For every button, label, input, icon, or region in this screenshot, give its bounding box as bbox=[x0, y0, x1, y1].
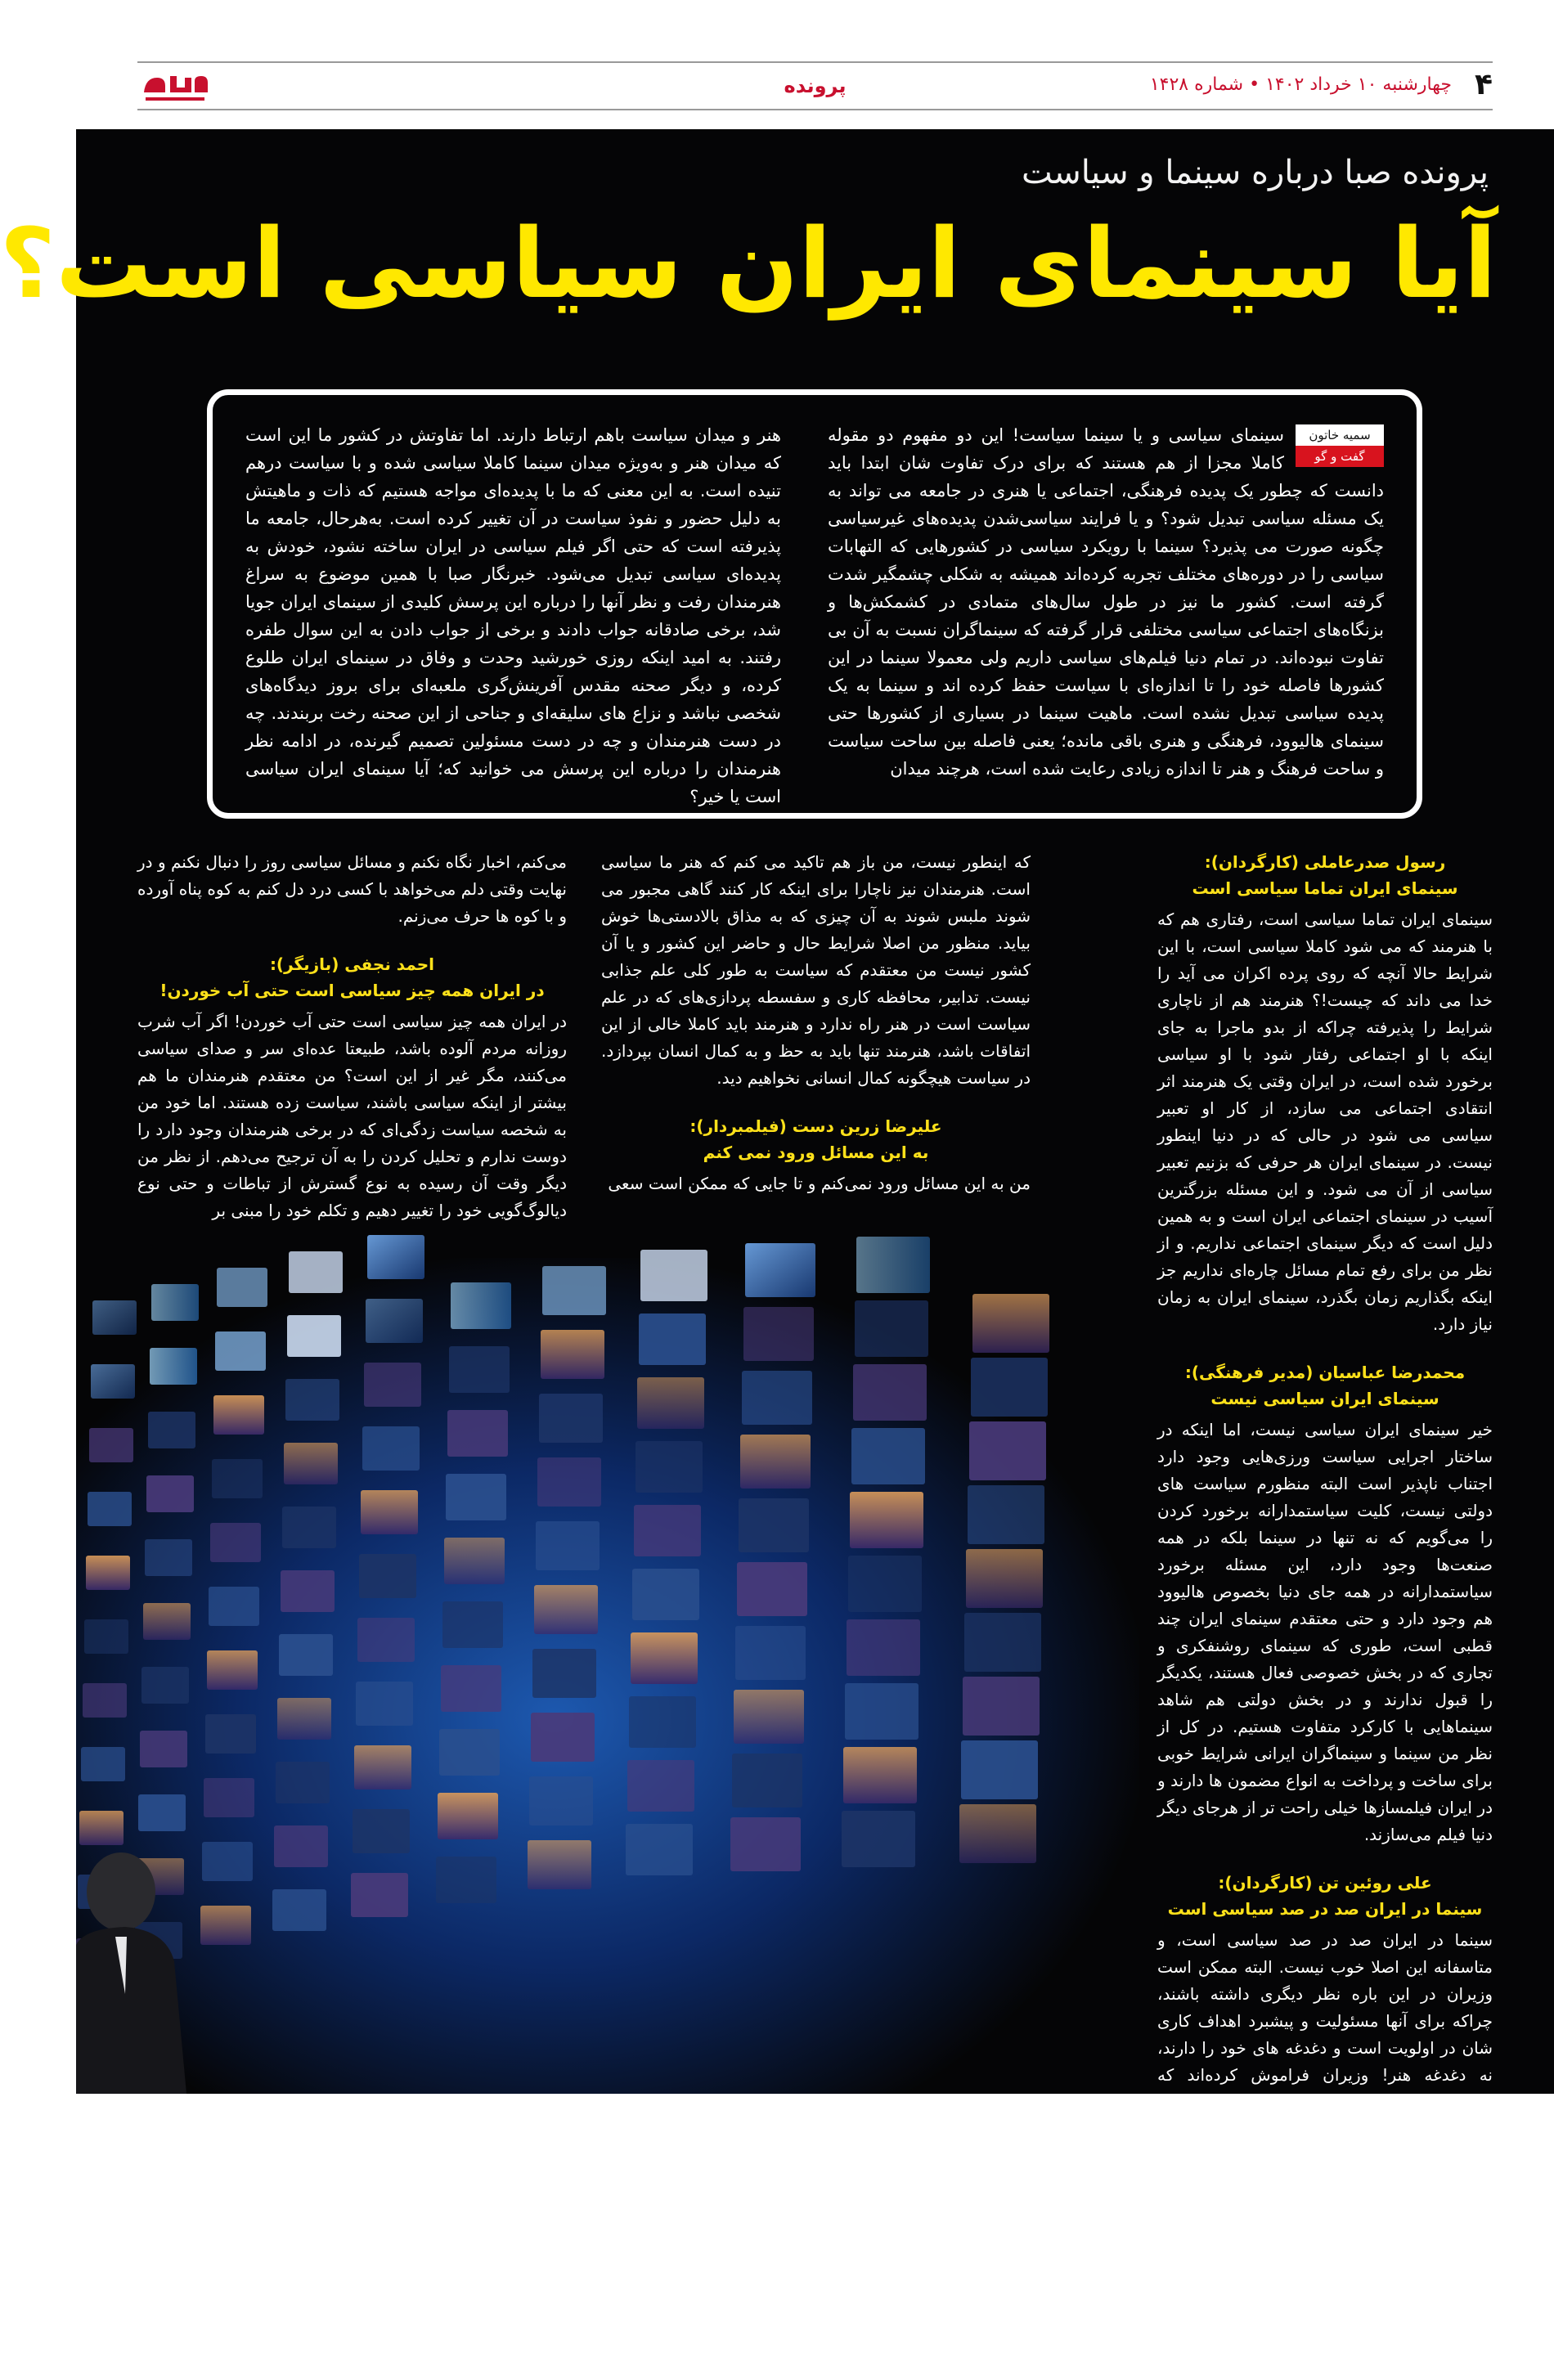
screen-tile bbox=[847, 1619, 920, 1676]
screen-tile bbox=[730, 1817, 801, 1871]
screen-tile bbox=[446, 1474, 506, 1520]
screen-tile bbox=[851, 1428, 925, 1484]
screen-tile bbox=[285, 1379, 339, 1421]
screen-tile bbox=[634, 1505, 701, 1556]
interviewee-quote-title: به این مسائل ورود نمی کنم bbox=[703, 1143, 929, 1162]
screen-tile bbox=[210, 1523, 261, 1562]
interview-block bbox=[601, 1113, 1031, 1197]
interview-block bbox=[1157, 1870, 1493, 2359]
screen-tile bbox=[92, 1300, 137, 1335]
screen-tile bbox=[148, 1412, 195, 1448]
screen-tile bbox=[213, 1395, 264, 1435]
interview-block bbox=[137, 849, 567, 930]
interviewee-name: محمدرضا عباسیان (مدیر فرهنگی): bbox=[1184, 1363, 1466, 1382]
screen-tile bbox=[444, 1538, 505, 1584]
screen-tile bbox=[629, 1696, 696, 1748]
interview-block bbox=[1157, 849, 1493, 1338]
screen-tile bbox=[541, 1330, 604, 1379]
screen-tile bbox=[636, 1441, 703, 1493]
screen-tile bbox=[745, 1243, 815, 1297]
screen-tile bbox=[842, 1811, 915, 1867]
screen-tile bbox=[81, 1747, 125, 1781]
screen-tile bbox=[971, 1358, 1048, 1417]
screen-tile bbox=[354, 1745, 411, 1789]
interviewee-quote-title: در ایران همه چیز سیاسی است حتی آب خوردن! bbox=[159, 981, 545, 1000]
article-hero bbox=[0, 129, 1554, 2355]
screen-tile bbox=[91, 1364, 135, 1399]
screen-tile bbox=[353, 1809, 410, 1853]
page-number: ۴ bbox=[1475, 68, 1493, 101]
screen-tile bbox=[853, 1364, 927, 1421]
screen-tile bbox=[972, 1294, 1049, 1353]
interviewee-name: علیرضا زرین دست (فیلمبردار): bbox=[689, 1116, 942, 1136]
screen-tile bbox=[961, 1740, 1038, 1799]
screen-tile bbox=[215, 1331, 266, 1371]
screen-tile bbox=[361, 1490, 418, 1534]
interviewee-quote-title: سینمای ایران تماما سیاسی است bbox=[1192, 878, 1458, 898]
screen-tile bbox=[442, 1601, 503, 1648]
interview-body: در ایران همه چیز سیاسی است حتی آب خوردن! اگر آب شرب روزانه مردم آلوده باشد، طبیعتا عده‌ای سر و صدای سیاسی می‌کنند، مگر غیر از این است؟ من معتقدم هنرمندان ما هم بیشتر از اینکه سیاسی باشند، سیاست زده هستند. اما خود من به شخصه سیاست زدگی‌ای که در برخی هنرمندان وجود دارد را دوست ندارم و تحلیل کردن را به آن ترجیح می‌دهم. از نظر من دیگر وقت آن رسیده به نوع گسترش از تباطات و حتی نوع دیالوگ‌گویی خود را تغییر دهیم و تکلم خود را مبنی بر bbox=[137, 1012, 567, 1220]
screen-tile bbox=[739, 1498, 809, 1552]
screen-tile bbox=[845, 1683, 918, 1740]
screen-tile bbox=[532, 1649, 596, 1698]
screen-tile bbox=[528, 1840, 591, 1889]
saba-logo bbox=[137, 66, 213, 107]
interview-block bbox=[137, 951, 567, 1224]
screen-tile bbox=[282, 1507, 336, 1548]
screen-tile bbox=[537, 1457, 601, 1507]
screen-tile bbox=[640, 1250, 707, 1301]
interview-block bbox=[1157, 1359, 1493, 1848]
interview-body: که اینطور نیست، من باز هم تاکید می کنم که هنر ما سیاسی است. هنرمندان نیز ناچارا برای اینکه کار کنند گاهی مجبور می شوند ملبس شوند به آن چیزی که به مذاق بالادستی‌ها خوش بیاید. منظور من اصلا شرایط حال و حاضر این کشور و یا آن کشور نیست من معتقدم که سیاست به طور کلی علم جذابی نیست. تدابیر، محافظه کاری و سفسطه پردازی‌های که در علم سیاست است در هنر راه ندارد و هنرمند باید کاملا خالی از این اتفاقات باشد، هنرمند تنها باید به حظ و به کمال انسان بپردازد. در سیاست هیچگونه کمال انسانی نخواهیم دید. bbox=[601, 852, 1031, 1088]
screen-tile bbox=[276, 1762, 330, 1803]
screen-tile bbox=[964, 1613, 1041, 1672]
screen-tile bbox=[534, 1585, 598, 1634]
screen-tile bbox=[277, 1698, 331, 1740]
screen-tile bbox=[364, 1363, 421, 1407]
interviewee-quote-title: سینما در ایران صد در صد سیاسی است bbox=[1167, 1899, 1483, 1919]
screen-tile bbox=[631, 1632, 698, 1684]
screen-tile bbox=[531, 1713, 595, 1762]
screen-tile bbox=[843, 1747, 917, 1803]
intro-box bbox=[207, 389, 1422, 819]
screen-tile bbox=[539, 1394, 603, 1443]
screen-tile bbox=[449, 1346, 510, 1393]
screen-tile bbox=[536, 1521, 600, 1570]
screen-tile bbox=[366, 1299, 423, 1343]
interviewee-name: علی روئین تن (کارگردان): bbox=[1218, 1873, 1432, 1893]
screen-tile bbox=[272, 1889, 326, 1931]
screen-tile bbox=[200, 1906, 251, 1945]
screen-tile bbox=[86, 1556, 130, 1590]
interview-body: می‌کنم، اخبار نگاه نکنم و مسائل سیاسی روز را دنبال نکنم و در نهایت وقتی دلم می‌خواهد با کسی درد دل کنم به کوه پناه آورده و با کوه ها حرف می‌زنم. bbox=[137, 852, 567, 926]
column-right bbox=[1157, 849, 1493, 2380]
screen-tile bbox=[362, 1426, 420, 1471]
screen-tile bbox=[150, 1348, 197, 1385]
kicker: پرونده صبا درباره سینما و سیاست bbox=[1022, 154, 1489, 191]
interview-block bbox=[601, 849, 1031, 1092]
screen-tile bbox=[529, 1776, 593, 1825]
column-middle bbox=[601, 849, 1031, 1219]
screen-tile bbox=[963, 1677, 1040, 1736]
screen-tile bbox=[207, 1650, 258, 1690]
screen-tile bbox=[88, 1492, 132, 1526]
interviewee-name: احمد نجفی (بازیگر): bbox=[269, 954, 435, 974]
screen-tile bbox=[542, 1266, 606, 1315]
intro-column-left bbox=[245, 421, 781, 811]
screen-tile bbox=[848, 1556, 922, 1612]
screen-tile bbox=[735, 1626, 806, 1680]
interview-body: سینما در ایران صد در صد سیاسی است، و متاسفانه این اصلا خوب نیست. البته ممکن است وزیران در این باره نظر دیگری داشته باشند، چراکه برای آنها مسئولیت و پیشبرد اهداف کاری شان در اولویت است و دغدغه های خود را دارند، نه دغدغه هنر! وزیران فراموش کرده‌اند که نماینده‌ای از دولت هستند در جهت تسهیل کار هنرمندان و کمک به بالندگی هنر، و در زمان انتخاب و گزینش تنها حرف‌های خودشان را دیکته می‌کنند و به همین دلیل وضعیت هنر جبری می‌شود. یادم هست زمانی می گفتند سیاست ما دیانت ماست و اتفاقا حرف خوبی بود اما حالا من احساس می کنم که دیانت ما هم زیر سوال رفته است چرا که سیاست ما بسیار سیاست نازیبایی است. به همین خاطر من معتقدم که هنر سیاسی است و حالا هرکسی هم که ادعا کند bbox=[1157, 1930, 1493, 2355]
screen-tile bbox=[740, 1435, 811, 1489]
headline: آیا سینمای ایران سیاسی است؟ bbox=[0, 207, 1497, 320]
screen-tile bbox=[140, 1731, 187, 1767]
screen-tile bbox=[438, 1793, 498, 1839]
screen-tile bbox=[627, 1760, 694, 1812]
media-wall-illustration bbox=[76, 1233, 1058, 2094]
screen-tile bbox=[79, 1811, 124, 1845]
intro-column-right bbox=[828, 421, 1384, 783]
screen-tile bbox=[451, 1282, 511, 1329]
byline bbox=[1296, 424, 1384, 467]
section-label: پرونده bbox=[784, 74, 847, 97]
byline-author: سمیه خاتون bbox=[1296, 424, 1384, 446]
screen-tile bbox=[281, 1570, 335, 1612]
screen-tile bbox=[209, 1587, 259, 1626]
screen-tile bbox=[743, 1307, 814, 1361]
screen-tile bbox=[966, 1549, 1043, 1608]
screen-tile bbox=[632, 1569, 699, 1620]
screen-tile bbox=[143, 1603, 191, 1640]
screen-tile bbox=[287, 1315, 341, 1357]
screen-tile bbox=[89, 1428, 133, 1462]
screen-tile bbox=[447, 1410, 508, 1457]
screen-tile bbox=[84, 1619, 128, 1654]
screen-tile bbox=[83, 1683, 127, 1718]
screen-tile bbox=[439, 1729, 500, 1776]
page-header bbox=[137, 61, 1493, 110]
screen-tile bbox=[969, 1421, 1046, 1480]
screen-tile bbox=[855, 1300, 928, 1357]
screen-tile bbox=[626, 1824, 693, 1875]
screen-tile bbox=[441, 1665, 501, 1712]
screen-tile bbox=[856, 1237, 930, 1293]
screen-tile bbox=[637, 1377, 704, 1429]
screen-tile bbox=[205, 1714, 256, 1754]
screen-tile bbox=[357, 1618, 415, 1662]
interview-body: من به این مسائل ورود نمی‌کنم و تا جایی که ممکن است سعی bbox=[608, 1174, 1031, 1193]
screen-tile bbox=[138, 1794, 186, 1831]
intro-text: سینمای سیاسی و یا سینما سیاست! این دو مفهوم دو مقوله کاملا مجزا از هم هستند که برای درک تفاوت شان ابتدا باید دانست که چطور یک پدیده فرهنگی، اجتماعی یا هنری در جامعه می تواند به یک مسئله سیاسی تبدیل شود؟ و یا فرایند سیاسی‌شدن پدیده‌های غیرسیاسی چگونه صورت می پذیرد؟ سینما با رویکرد سیاسی در کشورهایی که التهابات سیاسی را در دوره‌های مختلف تجربه کرده‌اند همیشه به شکلی چشمگیر شدت گرفته است. کشور ما نیز در طول سال‌های متمادی در کشمکش‌ها و بزنگاه‌های اجتماعی سیاسی مختلفی قرار گرفته که سینماگران نسبت به آن بی تفاوت نبوده‌اند. در تمام دنیا فیلم‌های سیاسی داریم ولی معمولا سینما در این کشورها فاصله خود را تا اندازه‌ای با سیاست حفظ کرده اند و سینما به یک پدیده سیاسی تبدیل نشده است. ماهیت سینما در بسیاری از کشورها حتی سینمای هالیوود، فرهنگی و هنری باقی مانده؛ یعنی فاصله بین ساحت سیاست و ساحت فرهنگ و هنر تا اندازه زیادی رعایت شده است، هرچند میدان bbox=[828, 425, 1384, 779]
intro-text: هنر و میدان سیاست باهم ارتباط دارند. اما تفاوتش در کشور ما این است که میدان هنر و به‌ویژه میدان سینما کاملا سیاسی شده و با سیاست درهم تنیده است. به این معنی که ما با پدیده‌ای مواجه هستیم که ذات و ماهیتش به دلیل حضور و نفوذ سیاست در آن تغییر کرده است. به‌هرحال، جامعه ما پذیرفته است که حتی اگر فیلم سیاسی در ایران ساخته نشود، خودش به پدیده‌ای سیاسی تبدیل می‌شود. خبرنگار صبا با همین موضوع به سراغ هنرمندان رفت و نظر آنها را درباره این پرسش کلیدی از سینمای ایران جویا شد، برخی صادقانه جواب دادند و برخی از جواب دادن به این سوال طفره رفتند. به امید اینکه روزی خورشید وحدت و وفاق در سینمای ایران طلوع کرده، و دیگر صحنه مقدس آفرینش‌گری ملعبه‌ای برای بروز دیدگاه‌های شخصی نباشد و نزاع های سلیقه‌ای و جناحی از این صحنه رخت بربندند. چه در دست هنرمندان و چه در دست مسئولین تصمیم گیرنده، در ادامه نظر هنرمندان را درباره این پرسش می خوانید که؛ آیا سینمای ایران سیاسی است یا خیر؟ bbox=[245, 425, 781, 806]
screen-tile bbox=[217, 1268, 267, 1307]
screen-tile bbox=[141, 1667, 189, 1704]
issue-date: چهارشنبه ۱۰ خرداد ۱۴۰۲ • شماره ۱۴۲۸ bbox=[1149, 74, 1452, 95]
interview-body: خیر سینمای ایران سیاسی نیست، اما اینکه در ساختار اجرایی سیاست ورزی‌هایی وجود دارد اجتناب ناپذیر است البته منظورم سیاست های دولتی نیست، کلیت سیاستمدارانه برخورد کردن را می‌گویم که نه تنها در سینما بلکه در همه صنعت‌ها وجود دارد، این مسئله برخورد سیاستمدارانه در همه جای دنیا بخصوص هالیوود هم وجود دارد و حتی معتقدم سینمای ایران چند قطبی است، طوری که سینمای روشنفکری و تجاری که در بخش خصوصی فعال هستند، یکدیگر را قبول ندارند و در بخش دولتی هم شاهد سینماهایی با کارکرد متفاوت هستیم. در کل از نظر من سینما و سینماگران ایرانی شرایط خوبی برای ساخت و پرداخت به انواع مضمون ها دارند و در ایران فیلمسازها خیلی راحت تر از هرجای دیگر دنیا فیلم می‌سازند. bbox=[1157, 1420, 1493, 1844]
byline-type: گفت و گو bbox=[1296, 446, 1384, 467]
screen-tile bbox=[146, 1475, 194, 1512]
screen-tile bbox=[639, 1313, 706, 1365]
interview-body: سینمای ایران تماما سیاسی است، رفتاری هم که با هنرمند که می شود کاملا سیاسی است، با این شرایط حالا آنچه که روی پرده اکران می آید را خدا می داند که چیست!؟ هنرمند هم از ناچاری شرایط را پذیرفته چراکه از بدو ماجرا به جای اینکه با او اجتماعی رفتار شود با او سیاسی برخورد شده است، در ایران وقتی یک هنرمند اثر انتقادی اجتماعی می سازد، از کار او تعبیر سیاسی می شود در حالی که در دنیا اینطور نیست. در سینمای ایران هر حرفی که بزنیم تعبیر سیاسی از آن می شود. و این مسئله بزرگترین آسیب در سینمای اجتماعی ایران است و به همین دلیل است که دیگر سینمای اجتماعی نداریم. و از نظر من برای رفع تمام مسائل چاره‌ای نداریم جز اینکه بگذاریم زمان بگذرد، سینمای ایران به زمان نیاز دارد. bbox=[1157, 909, 1493, 1334]
screen-tile bbox=[351, 1873, 408, 1917]
screen-tile bbox=[274, 1825, 328, 1867]
screen-tile bbox=[279, 1634, 333, 1676]
screen-tile bbox=[151, 1284, 199, 1321]
screen-tile bbox=[959, 1804, 1036, 1863]
screen-tile bbox=[732, 1754, 802, 1807]
screen-tile bbox=[850, 1492, 923, 1548]
screen-tile bbox=[356, 1682, 413, 1726]
interviewee-name: رسول صدرعاملی (کارگردان): bbox=[1204, 852, 1446, 872]
column-left bbox=[137, 849, 567, 1246]
screen-tile bbox=[212, 1459, 263, 1498]
screen-tile bbox=[145, 1539, 192, 1576]
screen-tile bbox=[202, 1842, 253, 1881]
screen-tile bbox=[968, 1485, 1044, 1544]
interviewee-quote-title: سینمای ایران سیاسی نیست bbox=[1210, 1389, 1439, 1408]
screen-tile bbox=[734, 1690, 804, 1744]
screen-tile bbox=[284, 1443, 338, 1484]
screen-tile bbox=[359, 1554, 416, 1598]
screen-tile bbox=[742, 1371, 812, 1425]
screen-tile bbox=[204, 1778, 254, 1817]
screen-tile bbox=[289, 1251, 343, 1293]
screen-tile bbox=[737, 1562, 807, 1616]
screen-tile bbox=[436, 1857, 496, 1903]
